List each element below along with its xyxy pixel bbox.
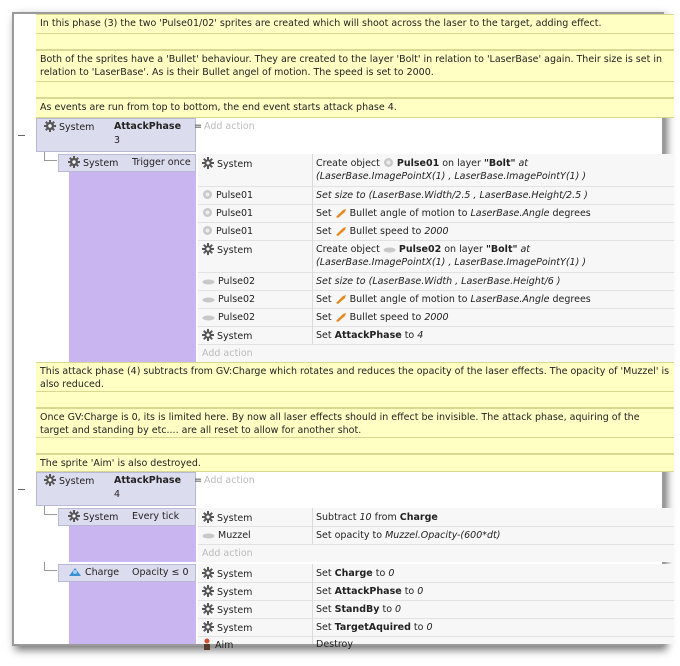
tree-line: [44, 506, 57, 515]
action-object[interactable]: System: [202, 243, 252, 257]
sub-event-object: System: [68, 510, 118, 524]
action-set-charge[interactable]: Set Charge to 0: [316, 568, 395, 579]
action-object[interactable]: Pulse02: [202, 311, 255, 324]
comment-text: Both of the sprites have a 'Bullet' behaviour. They are created to the layer 'Bolt' in relation to 'LaserBase' again. Their size is set in relation to 'LaserBase'. As is their Bullet angel of motion. The speed is set to 2000.: [40, 54, 662, 78]
pulse02-sprite-icon: [202, 296, 215, 304]
comment-end-event[interactable]: [36, 98, 674, 118]
pulse-sprite-icon: [202, 207, 213, 218]
pulse-sprite-icon: [202, 225, 213, 236]
event-sheet: [14, 14, 670, 651]
aim-sprite-icon: [202, 638, 212, 650]
add-action-link[interactable]: Add action: [204, 475, 255, 486]
action-create-pulse02[interactable]: Create object Pulse02 on layer "Bolt" at (LaserBase.ImagePointX(1) , LaserBase.ImagePointY(1) ): [316, 244, 587, 268]
sub-event-body: [69, 172, 196, 362]
event1-condition: AttackPhase =: [114, 121, 203, 132]
sub-event-object: Charge: [68, 566, 119, 579]
comment-text: In this phase (3) the two 'Pulse01/02' sprites are created which will shoot across the laser to the target, adding effect.: [40, 18, 602, 29]
bullet-behaviour-icon: [335, 312, 347, 322]
action-set-attackphase[interactable]: Set AttackPhase to 4: [316, 330, 424, 341]
system-gear-icon: [202, 621, 214, 633]
pulse02-sprite-icon: [202, 314, 215, 322]
action-object[interactable]: Aim: [202, 638, 233, 652]
event1-value: 3: [114, 135, 121, 146]
add-action-link[interactable]: Add action: [202, 348, 253, 359]
event2-condition: AttackPhase =: [114, 475, 203, 486]
pulse-sprite-icon: [202, 189, 213, 200]
charge-sprite-icon: [68, 566, 82, 577]
action-set-targetaquired[interactable]: Set TargetAquired to 0: [316, 622, 433, 633]
system-gear-icon: [202, 511, 214, 523]
comment-text: This attack phase (4) subtracts from GV:Charge which rotates and reduces the opacity of the laser effects. The opacity of 'Muzzel' is also reduced.: [40, 366, 670, 390]
system-gear-icon: [44, 120, 56, 132]
comment-text: As events are run from top to bottom, the end event starts attack phase 4.: [40, 102, 397, 113]
action-destroy[interactable]: Destroy: [316, 639, 353, 650]
system-gear-icon: [68, 156, 80, 168]
action-create-pulse01[interactable]: Create object Pulse01 on layer "Bolt" at (LaserBase.ImagePointX(1) , LaserBase.ImagePointY(1) ): [316, 158, 587, 182]
opacity-condition: Opacity ≤ 0: [132, 567, 189, 578]
comment-spacer: [36, 438, 674, 454]
system-gear-icon: [202, 243, 214, 255]
bullet-behaviour-icon: [335, 208, 347, 218]
system-gear-icon: [202, 567, 214, 579]
bullet-behaviour-icon: [335, 294, 347, 304]
action-object[interactable]: System: [202, 511, 252, 525]
trigger-once-condition: Trigger once: [132, 157, 191, 168]
add-action-link[interactable]: Add action: [204, 121, 255, 132]
event2-value: 4: [114, 489, 121, 500]
comment-phase4[interactable]: [36, 362, 674, 392]
comment-bullet-behaviour[interactable]: [36, 50, 674, 82]
action-set-attackphase[interactable]: Set AttackPhase to 0: [316, 586, 424, 597]
action-object[interactable]: System: [202, 621, 252, 635]
action-object[interactable]: System: [202, 567, 252, 581]
pulse02-sprite-icon: [202, 278, 215, 286]
action-object[interactable]: Pulse01: [202, 189, 253, 202]
comment-text: Once GV:Charge is 0, its is limited here. By now all laser effects should in effect be invisible. The attack phase, aquiring of the target and standing by etc.... are all reset to allow for another shot.: [40, 412, 640, 436]
tree-line: [44, 152, 57, 161]
action-object[interactable]: System: [202, 157, 252, 171]
action-bullet-speed[interactable]: Set Bullet speed to 2000: [316, 226, 449, 237]
action-set-standby[interactable]: Set StandBy to 0: [316, 604, 402, 615]
pulse-sprite-icon: [383, 157, 394, 168]
system-gear-icon: [202, 603, 214, 615]
system-gear-icon: [202, 329, 214, 341]
collapse-toggle-event1[interactable]: [18, 135, 25, 136]
tree-line: [44, 562, 57, 571]
system-gear-icon: [202, 585, 214, 597]
add-action-link[interactable]: Add action: [202, 548, 253, 559]
comment-aim-destroyed[interactable]: [36, 454, 674, 472]
action-object[interactable]: System: [202, 585, 252, 599]
action-bullet-speed[interactable]: Set Bullet speed to 2000: [316, 312, 449, 323]
sub-event-body: [69, 582, 196, 644]
event1-object: System: [44, 120, 94, 134]
system-gear-icon: [202, 157, 214, 169]
action-bullet-angle[interactable]: Set Bullet angle of motion to LaserBase.Angle degrees: [316, 208, 591, 219]
action-set-opacity[interactable]: Set opacity to Muzzel.Opacity-(600*dt): [316, 530, 501, 541]
system-gear-icon: [44, 474, 56, 486]
action-object[interactable]: System: [202, 329, 252, 343]
action-object[interactable]: System: [202, 603, 252, 617]
action-bullet-angle[interactable]: Set Bullet angle of motion to LaserBase.Angle degrees: [316, 294, 591, 305]
comment-charge-reset[interactable]: [36, 408, 674, 438]
event2-object: System: [44, 474, 94, 488]
sub-event-body: [69, 526, 196, 562]
action-object[interactable]: Pulse02: [202, 293, 255, 306]
action-set-size[interactable]: Set size to (LaserBase.Width/2.5 , LaserBase.Height/2.5 ): [316, 190, 588, 201]
sub-event-object: System: [68, 156, 118, 170]
comment-phase3[interactable]: [36, 14, 674, 34]
action-object[interactable]: Pulse02: [202, 275, 255, 288]
action-object[interactable]: Muzzel: [202, 529, 251, 542]
comment-spacer: [36, 34, 674, 50]
action-set-size[interactable]: Set size to (LaserBase.Width , LaserBase.Height/6 ): [316, 276, 561, 287]
collapse-toggle-event2[interactable]: [18, 489, 25, 490]
every-tick-condition: Every tick: [132, 511, 180, 522]
action-object[interactable]: Pulse01: [202, 225, 253, 238]
system-gear-icon: [68, 510, 80, 522]
action-subtract-charge[interactable]: Subtract 10 from Charge: [316, 512, 438, 523]
bullet-behaviour-icon: [335, 226, 347, 236]
comment-spacer: [36, 82, 674, 98]
muzzel-sprite-icon: [202, 532, 215, 540]
action-object[interactable]: Pulse01: [202, 207, 253, 220]
actions-area: [198, 564, 674, 644]
pulse02-sprite-icon: [383, 246, 396, 254]
comment-text: The sprite 'Aim' is also destroyed.: [40, 458, 201, 469]
comment-spacer: [36, 392, 674, 408]
